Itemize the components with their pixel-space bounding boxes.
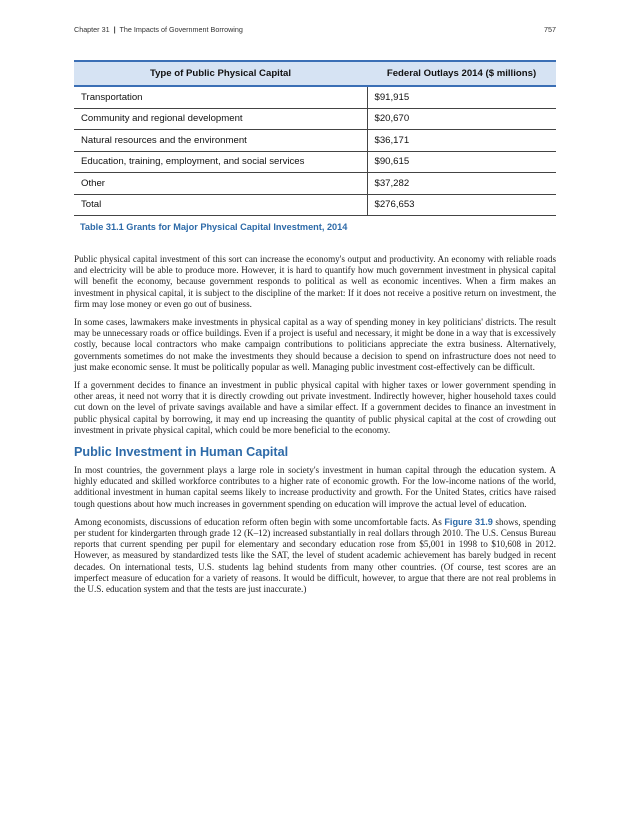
paragraph bbox=[74, 517, 556, 595]
paragraph: Public physical capital investment of this sort can increase the economy's output and productivity. An economy with reliable roads and electricity will be able to produce more. However, it is hard to quantify how much government investment in physical capital will benefit the economy, because government responds to political as well as economic incentives. When a firm makes an investment in physical capital, it is subject to the discipline of the market: If it does not receive a positive return on investment, the firm may lose money or even go out of business. bbox=[74, 254, 556, 309]
running-title bbox=[74, 25, 243, 34]
row-type-cell: Other bbox=[74, 173, 367, 195]
figure-link[interactable]: Figure 31.9 bbox=[444, 516, 493, 527]
row-value-cell: $37,282 bbox=[367, 173, 556, 195]
paragraph-text: shows, spending per student for kindergarten through grade 12 (K–12) increased substantially in real dollars through 2010. The U.S. Census Bureau reports that current spending per pupil for elementary and secondary education rose from $5,001 in 1998 to $10,608 in 2012. However, as measured by standardized tests like the SAT, the level of student academic achievement has barely budged in recent decades. On international tests, U.S. students lag behind students from many other countries. (Of course, test scores are an imperfect measure of education for a variety of reasons. It would be difficult, however, to argue that there are not real problems in the U.S. education system and that the tests are just inaccurate.) bbox=[74, 516, 556, 595]
chapter-label: Chapter 31 bbox=[74, 25, 110, 34]
table-header-row bbox=[74, 61, 556, 86]
table-caption: Table 31.1 Grants for Major Physical Capital Investment, 2014 bbox=[80, 222, 348, 232]
table-row bbox=[74, 86, 556, 108]
column-header-type: Type of Public Physical Capital bbox=[74, 61, 367, 86]
paragraph: If a government decides to finance an investment in public physical capital with higher taxes or lower government spending in other areas, it need not worry that it is directly crowding out private investment. Indirectly however, higher household taxes could cut down on the level of private savings available and have a similar effect. If a government decides to finance an investment in public physical capital by borrowing, it may end up increasing the quantity of public physical capital at the cost of crowding out investment in private physical capital, which could be more beneficial to the economy. bbox=[74, 380, 556, 435]
capital-table-block bbox=[74, 60, 556, 232]
section-heading: Public Investment in Human Capital bbox=[74, 445, 289, 460]
row-type-cell: Education, training, employment, and social services bbox=[74, 151, 367, 173]
body-text bbox=[74, 254, 556, 602]
paragraph: In some cases, lawmakers make investments in physical capital as a way of spending money in key politicians' districts. The result may be unnecessary roads or office buildings. Even if a project is useful and necessary, it might be done in a way that is excessively costly, because local contractors who make campaign contributions to politicians appreciate the extra business. Alternatively, governments sometimes do not make the investments they should because a decision to spend on infrastructure does not need to just make economic sense. It must be politically popular as well. Managing public investment cost-effectively can be difficult. bbox=[74, 317, 556, 372]
header-separator: | bbox=[113, 25, 116, 34]
row-value-cell: $91,915 bbox=[367, 86, 556, 108]
paragraph: In most countries, the government plays a large role in society's investment in human capital through the education system. A highly educated and skilled workforce contributes to a higher rate of economic growth. For the low-income nations of the world, additional investment in human capital seems likely to increase productivity and growth. For the United States, critics have raised tough questions about how much increases in government spending on education will improve the actual level of education. bbox=[74, 465, 556, 509]
page-header bbox=[74, 25, 556, 34]
paragraph-text: Among economists, discussions of education reform often begin with some uncomfortable facts. As bbox=[74, 516, 445, 527]
row-value-cell: $20,670 bbox=[367, 108, 556, 130]
row-type-cell: Community and regional development bbox=[74, 108, 367, 130]
row-type-cell: Transportation bbox=[74, 86, 367, 108]
table-row-total bbox=[74, 194, 556, 216]
row-value-cell: $36,171 bbox=[367, 130, 556, 152]
column-header-outlays: Federal Outlays 2014 ($ millions) bbox=[367, 61, 556, 86]
table-row bbox=[74, 151, 556, 173]
page-number: 757 bbox=[544, 25, 556, 34]
chapter-title: The Impacts of Government Borrowing bbox=[119, 25, 243, 34]
table-row bbox=[74, 108, 556, 130]
table-row bbox=[74, 130, 556, 152]
row-value-cell: $90,615 bbox=[367, 151, 556, 173]
capital-investment-table bbox=[74, 60, 556, 216]
row-value-cell: $276,653 bbox=[367, 194, 556, 216]
row-type-cell: Total bbox=[74, 194, 367, 216]
row-type-cell: Natural resources and the environment bbox=[74, 130, 367, 152]
table-row bbox=[74, 173, 556, 195]
